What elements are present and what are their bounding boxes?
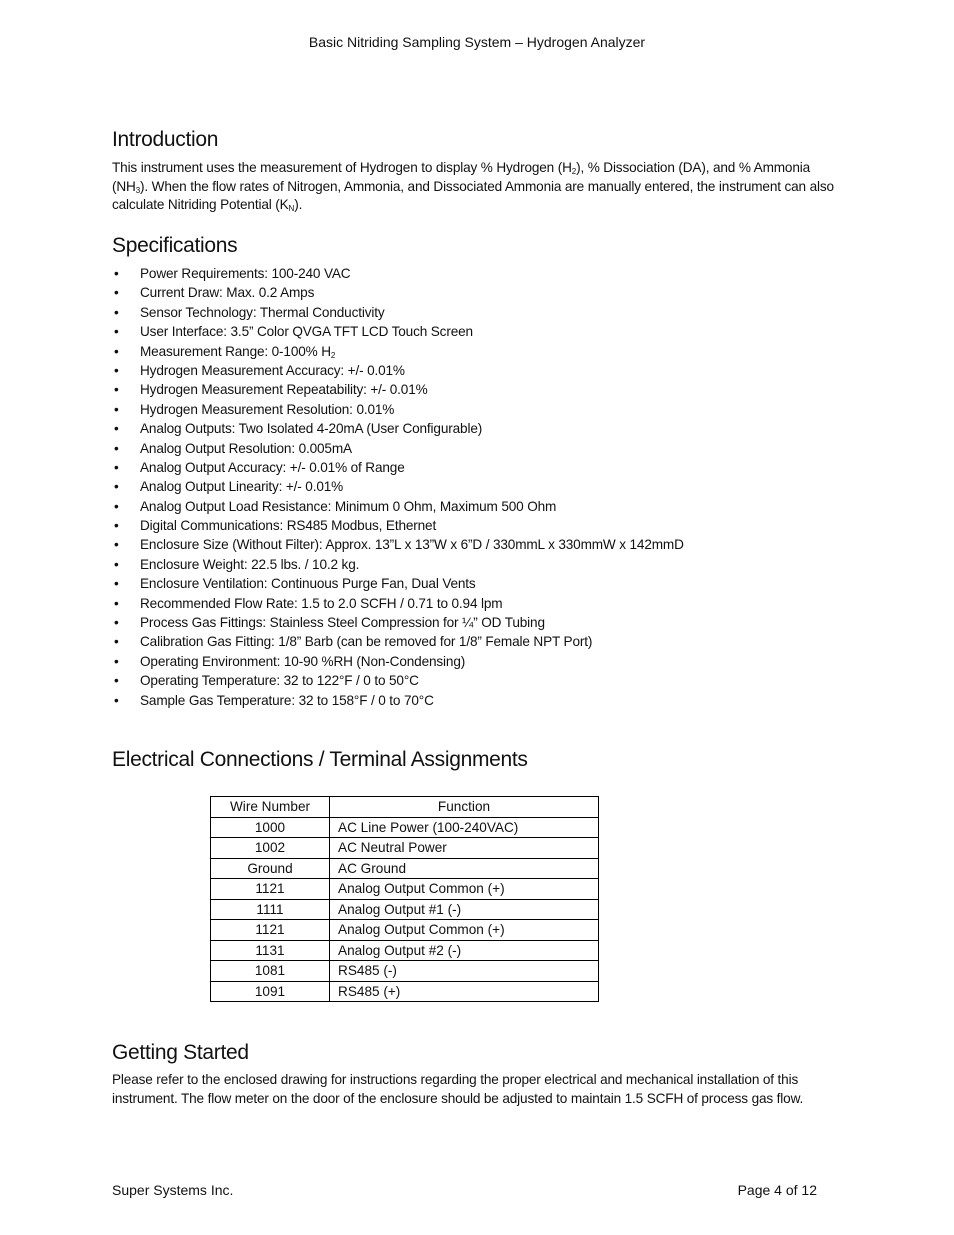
getting-started-heading: Getting Started (112, 1041, 249, 1064)
function-cell: AC Ground (330, 858, 599, 879)
spec-item (112, 691, 684, 710)
spec-text: Digital Communications: RS485 Modbus, Ethernet (140, 518, 437, 534)
spec-item (112, 419, 684, 438)
spec-item (112, 342, 684, 361)
wire-number-cell: 1111 (211, 899, 330, 920)
table-row (211, 981, 599, 1002)
wire-number-cell: 1121 (211, 879, 330, 900)
footer-company: Super Systems Inc. (112, 1182, 234, 1198)
table-row (211, 899, 599, 920)
spec-text: Analog Outputs: Two Isolated 4-20mA (User Configurable) (140, 421, 483, 437)
spec-text: Enclosure Ventilation: Continuous Purge Fan, Dual Vents (140, 576, 476, 592)
spec-item (112, 283, 684, 302)
spec-item (112, 594, 684, 613)
function-cell: Analog Output Common (+) (330, 879, 599, 900)
spec-text: Analog Output Resolution: 0.005mA (140, 440, 352, 456)
spec-text: Current Draw: Max. 0.2 Amps (140, 285, 315, 301)
wire-number-cell: Ground (211, 858, 330, 879)
spec-text: Analog Output Accuracy: +/- 0.01% of Range (140, 459, 405, 475)
spec-text: Analog Output Linearity: +/- 0.01% (140, 479, 344, 495)
spec-text: Sample Gas Temperature: 32 to 158°F / 0 to 70°C (140, 692, 434, 708)
spec-text: Operating Environment: 10-90 %RH (Non-Condensing) (140, 653, 466, 669)
subscript: N (288, 204, 295, 213)
spec-text: Calibration Gas Fitting: 1/8” Barb (can be removed for 1/8” Female NPT Port) (140, 634, 593, 650)
specs-heading: Specifications (112, 234, 238, 257)
spec-text: Recommended Flow Rate: 1.5 to 2.0 SCFH / 0.71 to 0.94 lpm (140, 595, 503, 611)
spec-item (112, 535, 684, 554)
spec-text: Hydrogen Measurement Resolution: 0.01% (140, 401, 395, 417)
wire-number-cell: 1002 (211, 838, 330, 859)
function-cell: RS485 (-) (330, 961, 599, 982)
intro-text: ). When the flow rates of Nitrogen, Ammonia, and Dissociated Ammonia are manually entered, the instrument can also calculate Nitriding Potential (K (112, 178, 834, 212)
electrical-heading: Electrical Connections / Terminal Assignments (112, 748, 528, 771)
function-cell: AC Neutral Power (330, 838, 599, 859)
spec-text: Analog Output Load Resistance: Minimum 0 Ohm, Maximum 500 Ohm (140, 498, 557, 514)
table-row (211, 879, 599, 900)
function-cell: Analog Output #2 (-) (330, 940, 599, 961)
spec-item (112, 303, 684, 322)
table-row (211, 961, 599, 982)
function-cell: RS485 (+) (330, 981, 599, 1002)
intro-text: ), % Dissociation (DA), and % Ammonia (NH (112, 160, 811, 194)
spec-item (112, 574, 684, 593)
spec-item (112, 264, 684, 283)
wire-number-cell: 1131 (211, 940, 330, 961)
spec-text: User Interface: 3.5” Color QVGA TFT LCD Touch Screen (140, 324, 473, 340)
intro-text: ). (294, 197, 303, 212)
spec-text: Hydrogen Measurement Accuracy: +/- 0.01% (140, 362, 405, 378)
spec-text: Process Gas Fittings: Stainless Steel Compression for ¼” OD Tubing (140, 615, 545, 631)
page-header: Basic Nitriding Sampling System – Hydrogen Analyzer (308, 34, 646, 50)
spec-text: Enclosure Weight: 22.5 lbs. / 10.2 kg. (140, 556, 360, 572)
spec-text: Operating Temperature: 32 to 122°F / 0 to 50°C (140, 673, 419, 689)
spec-text: Hydrogen Measurement Repeatability: +/- 0.01% (140, 382, 428, 398)
table-row (211, 920, 599, 941)
table-row (211, 940, 599, 961)
wire-number-cell: 1121 (211, 920, 330, 941)
table-row (211, 858, 599, 879)
intro-heading: Introduction (112, 128, 219, 151)
wire-number-cell: 1000 (211, 817, 330, 838)
spec-text: Sensor Technology: Thermal Conductivity (140, 304, 385, 320)
function-cell: AC Line Power (100-240VAC) (330, 817, 599, 838)
terminal-table (210, 796, 599, 1002)
intro-text: This instrument uses the measurement of Hydrogen to display % Hydrogen (H (112, 160, 572, 175)
spec-item (112, 652, 684, 671)
table-row (211, 817, 599, 838)
spec-item (112, 380, 684, 399)
spec-text: Enclosure Size (Without Filter): Approx. 13”L x 13”W x 6”D / 330mmL x 330mmW x 142mmD (140, 537, 684, 553)
subscript: 2 (571, 167, 577, 176)
subscript: 2 (330, 350, 336, 360)
spec-item (112, 458, 684, 477)
function-cell: Analog Output #1 (-) (330, 899, 599, 920)
spec-item (112, 361, 684, 380)
spec-item (112, 555, 684, 574)
spec-item (112, 613, 684, 632)
spec-item (112, 322, 684, 341)
wire-number-cell: 1081 (211, 961, 330, 982)
spec-text: Measurement Range: 0-100% H (140, 343, 331, 359)
spec-item (112, 497, 684, 516)
spec-item (112, 439, 684, 458)
subscript: 3 (135, 185, 141, 195)
column-header: Function (330, 797, 599, 818)
spec-item (112, 516, 684, 535)
table-row (211, 838, 599, 859)
specs-list (112, 264, 684, 710)
getting-started-paragraph: Please refer to the enclosed drawing for instructions regarding the proper electrical and mechanical installation of this instrument. The flow meter on the door of the enclosure should be adjusted to maintain 1.5 SCFH of process gas flow. (112, 1072, 804, 1106)
spec-item (112, 400, 684, 419)
column-header: Wire Number (211, 797, 330, 818)
function-cell: Analog Output Common (+) (330, 920, 599, 941)
spec-item (112, 632, 684, 651)
spec-item (112, 477, 684, 496)
footer-page-number: Page 4 of 12 (737, 1182, 817, 1198)
intro-paragraph (112, 159, 842, 215)
spec-text: Power Requirements: 100-240 VAC (140, 266, 351, 281)
wire-number-cell: 1091 (211, 981, 330, 1002)
spec-item (112, 671, 684, 690)
